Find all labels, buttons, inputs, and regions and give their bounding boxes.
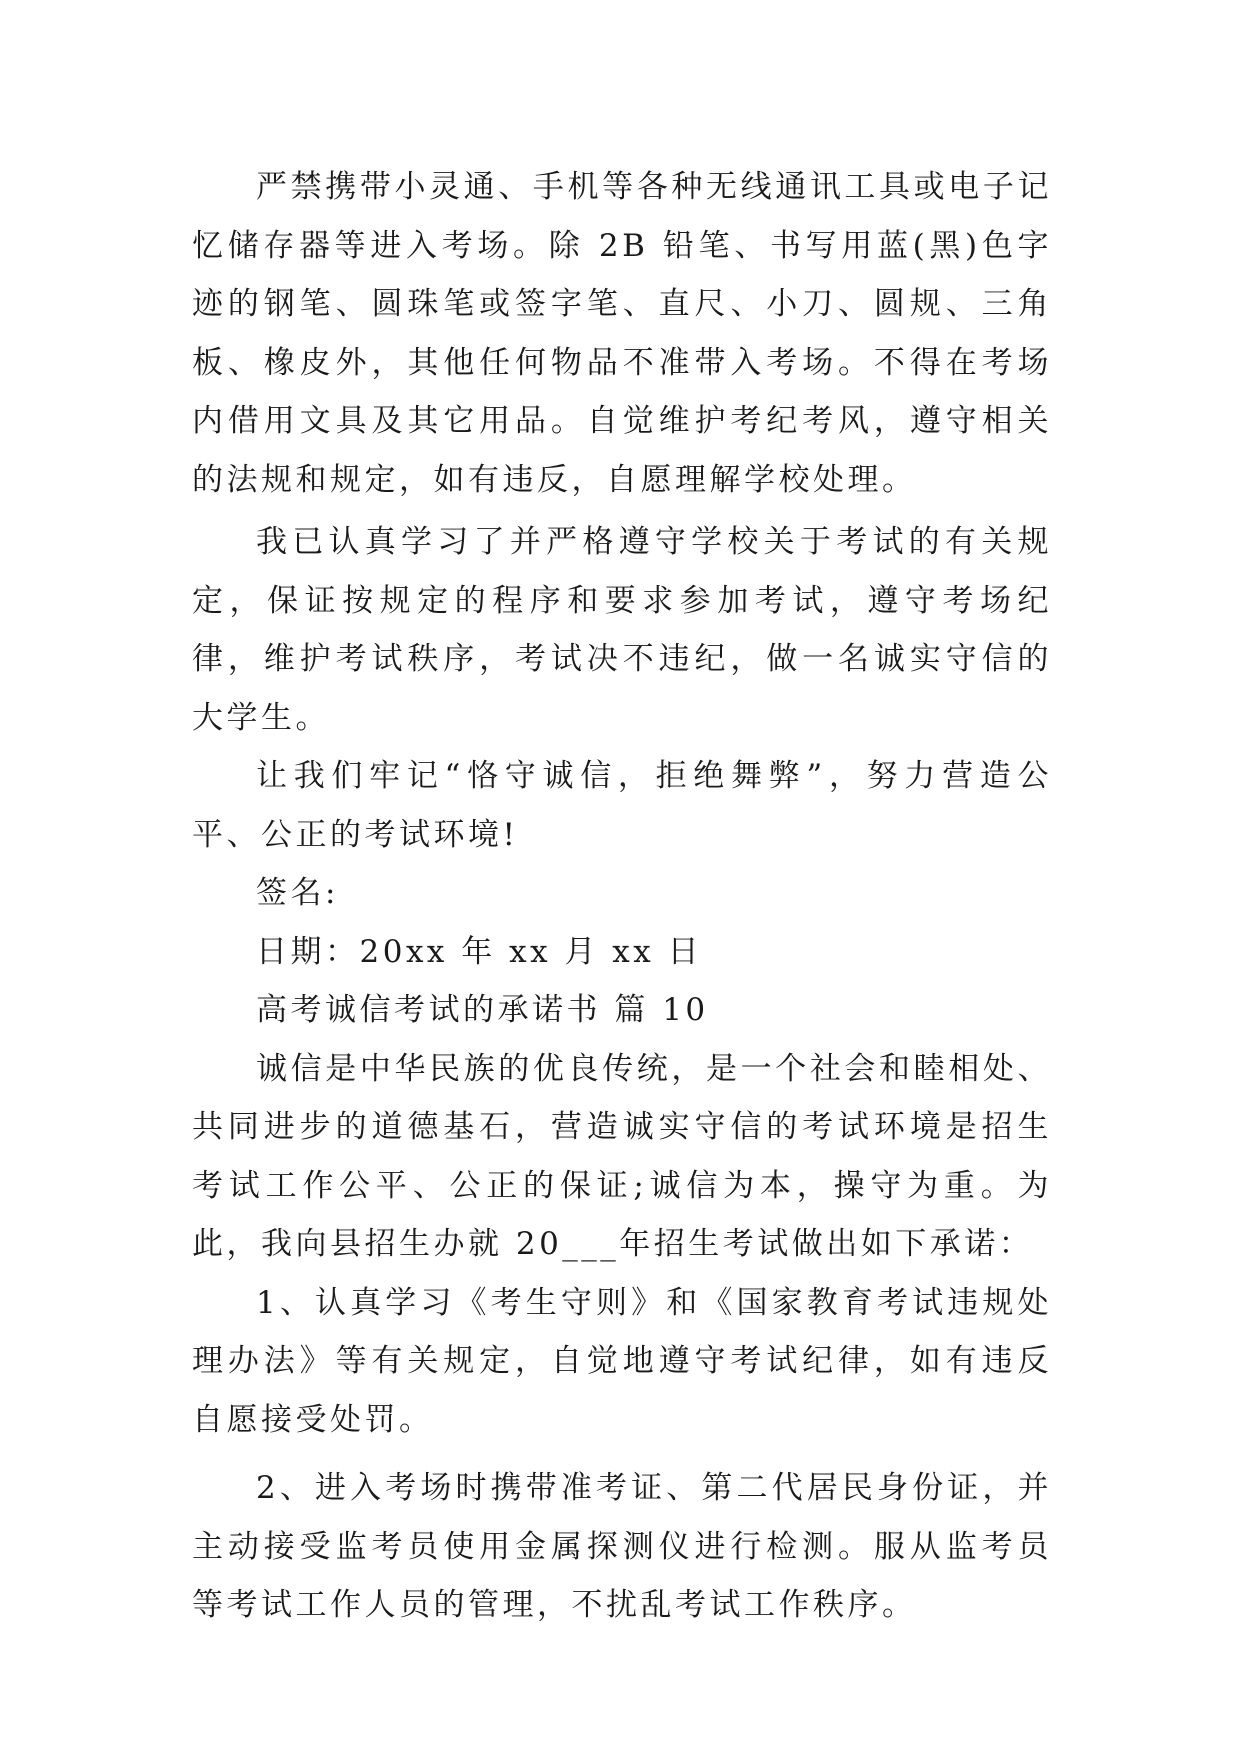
section-title: 高考诚信考试的承诺书 篇 10: [256, 992, 709, 1028]
paragraph-item-1: 1、认真学习《考生守则》和《国家教育考试违规处理办法》等有关规定，自觉地遵守考试纪律，如有违反自愿接受处罚。: [192, 1284, 1052, 1438]
date-line: 日期：20xx 年 xx 月 xx 日: [256, 933, 703, 970]
paragraph-item-2: 2、进入考场时携带准考证、第二代居民身份证，并主动接受监考员使用金属探测仪进行检测。服从监考员等考试工作人员的管理，不扰乱考试工作秩序。: [192, 1470, 1052, 1623]
paragraph-integrity-intro: 诚信是中华民族的优良传统，是一个社会和睦相处、共同进步的道德基石，营造诚实守信的考试环境是招生考试工作公平、公正的保证;诚信为本，操守为重。为此，我向县招生办就 20___年招生考试做出如下承诺：: [192, 1050, 1052, 1262]
paragraph-slogan: 让我们牢记“恪守诚信，拒绝舞弊”，努力营造公平、公正的考试环境!: [192, 758, 1052, 853]
document-page: [192, 158, 1052, 1635]
paragraph-commitment: 我已认真学习了并严格遵守学校关于考试的有关规定，保证按规定的程序和要求参加考试，遵守考场纪律，维护考试秩序，考试决不违纪，做一名诚实守信的大学生。: [192, 524, 1052, 736]
paragraph-exam-rules: 严禁携带小灵通、手机等各种无线通讯工具或电子记忆储存器等进入考场。除 2B 铅笔、书写用蓝(黑)色字迹的钢笔、圆珠笔或签字笔、直尺、小刀、圆规、三角板、橡皮外，其他任何物品不准带入考场。不得在考场内借用文具及其它用品。自觉维护考纪考风，遵守相关的法规和规定，如有违反，自愿理解学校处理。: [192, 169, 1052, 498]
signature-label: 签名:: [256, 875, 339, 911]
